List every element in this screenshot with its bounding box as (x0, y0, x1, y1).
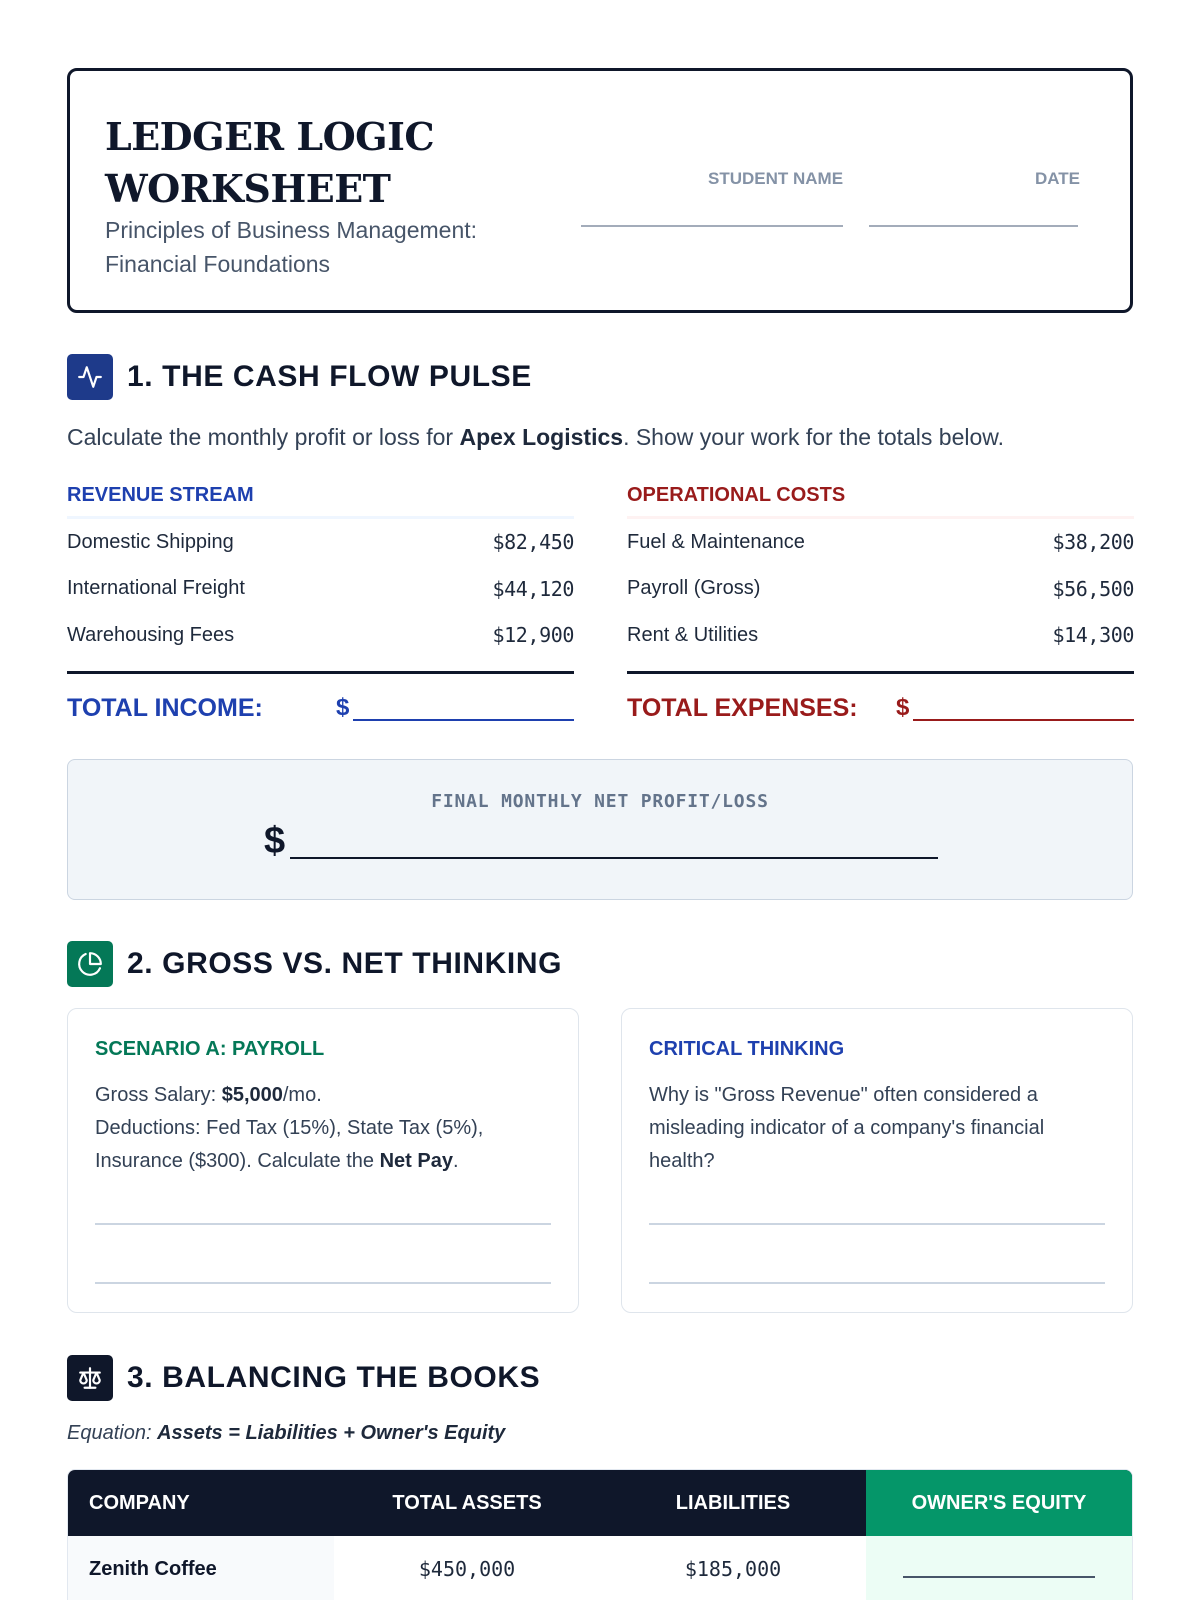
list-item: Domestic Shipping $82,450 (67, 530, 574, 555)
total-expenses-field[interactable] (913, 719, 1134, 721)
balance-table (67, 1469, 1133, 1600)
column-header: TOTAL ASSETS (392, 1491, 542, 1514)
column-header: LIABILITIES (675, 1491, 791, 1514)
total-income-field[interactable] (353, 719, 574, 721)
pie-chart-icon (67, 941, 113, 987)
net-profit-field[interactable] (290, 857, 938, 859)
worksheet-title: LEDGER LOGIC WORKSHEET (105, 114, 435, 211)
answer-line[interactable] (95, 1282, 551, 1284)
worksheet-header (67, 68, 1133, 313)
scenario-heading: SCENARIO A: PAYROLL (95, 1038, 325, 1060)
total-expenses-label: TOTAL EXPENSES: (627, 693, 858, 722)
critical-thinking-card (621, 1008, 1133, 1313)
list-item: Payroll (Gross) $56,500 (627, 576, 1134, 601)
net-profit-box: FINAL MONTHLY NET PROFIT/LOSS $ (67, 759, 1133, 900)
date-field[interactable] (869, 225, 1078, 227)
section-3-heading (67, 1355, 540, 1401)
revenue-heading: REVENUE STREAM (67, 484, 574, 519)
critical-thinking-heading: CRITICAL THINKING (649, 1038, 845, 1060)
critical-thinking-question: Why is "Gross Revenue" often considered a misleading indicator of a company's financial health? (649, 1084, 1045, 1172)
student-name-field[interactable] (581, 225, 843, 227)
liabilities-cell: $185,000 (684, 1557, 782, 1581)
scale-icon (67, 1355, 113, 1401)
section-2-heading (67, 941, 562, 987)
student-name-label: STUDENT NAME (708, 169, 844, 188)
scenario-text: Gross Salary: $5,000/mo. Deductions: Fed Tax (15%), State Tax (5%), Insurance ($300). Calculate the Net Pay. (95, 1084, 484, 1172)
section-1-title: 1. THE CASH FLOW PULSE (127, 360, 532, 393)
date-label: DATE (1035, 169, 1081, 188)
column-header: COMPANY (89, 1491, 190, 1514)
answer-line[interactable] (649, 1223, 1105, 1225)
section-2-title: 2. GROSS VS. NET THINKING (127, 947, 563, 980)
equity-answer-line[interactable] (903, 1576, 1095, 1578)
assets-cell: $450,000 (418, 1557, 516, 1581)
revenue-column (67, 484, 574, 720)
total-expenses-row: TOTAL EXPENSES: $ (627, 674, 1134, 720)
list-item: International Freight $44,120 (67, 576, 574, 601)
company-name: Apex Logistics (459, 424, 624, 450)
list-item: Fuel & Maintenance $38,200 (627, 530, 1134, 555)
section-3-title: 3. BALANCING THE BOOKS (127, 1361, 541, 1394)
answer-line[interactable] (649, 1282, 1105, 1284)
total-income-row: TOTAL INCOME: $ (67, 674, 574, 720)
list-item: Warehousing Fees $12,900 (67, 623, 574, 648)
section-1-heading (67, 354, 532, 400)
equity-cell[interactable] (866, 1536, 1132, 1600)
list-item: Rent & Utilities $14,300 (627, 623, 1134, 648)
table-header (68, 1470, 1132, 1536)
activity-pulse-icon (67, 354, 113, 400)
costs-column (627, 484, 1134, 720)
section-1-instructions: Calculate the monthly profit or loss for Apex Logistics. Show your work for the totals below. (67, 424, 1005, 450)
column-header: OWNER'S EQUITY (866, 1470, 1132, 1536)
answer-line[interactable] (95, 1223, 551, 1225)
equation: Equation: Assets = Liabilities + Owner's Equity (67, 1422, 506, 1444)
scenario-card (67, 1008, 579, 1313)
costs-heading: OPERATIONAL COSTS (627, 484, 1134, 519)
company-cell: Zenith Coffee (68, 1536, 334, 1600)
table-row (68, 1536, 1132, 1600)
total-income-label: TOTAL INCOME: (67, 693, 263, 722)
net-profit-label: FINAL MONTHLY NET PROFIT/LOSS (431, 791, 769, 812)
worksheet-subtitle: Principles of Business Management: Financial Foundations (105, 217, 478, 277)
